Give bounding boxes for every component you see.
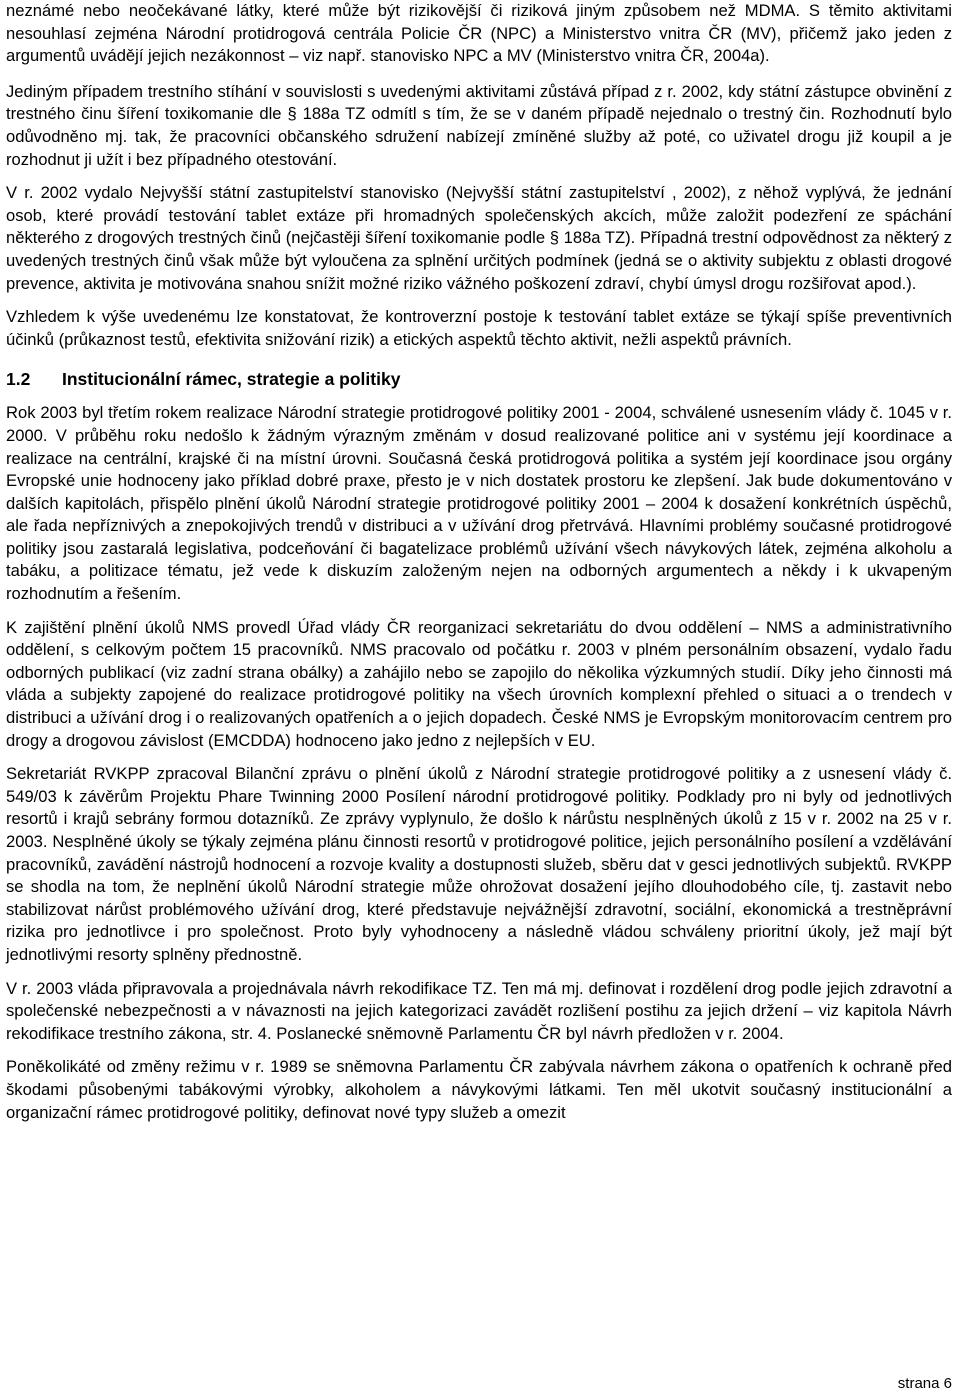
paragraph: Sekretariát RVKPP zpracoval Bilanční zprávu o plnění úkolů z Národní strategie protidrogové politiky a z usnesení vlády č. 549/03 k závěrům Projektu Phare Twinning 2000 Posílení národní protidrogové politiky. Podklady pro ni byly od jednotlivých resortů i krajů sebrány formou dotazníků. Ze zprávy vyplynulo, že došlo k nárůstu nesplněných úkolů z 15 v r. 2002 na 25 v r. 2003. Nesplněné úkoly se týkaly zejména plánu činnosti resortů v protidrogové politice, jejich personálního posílení a vzdělávání pracovníků, zavádění nástrojů hodnocení a rozvoje kvality a dostupnosti služeb, sběru dat v gesci jednotlivých subjektů. RVKPP se shodla na tom, že neplnění úkolů Národní strategie může ohrožovat dosažení jejího dlouhodobého cíle, tj. zastavit nebo stabilizovat nárůst problémového užívání drog, které představuje nejvážnější zdravotní, sociální, ekonomická a trestněprávní rizika pro jednotlivce i pro společnost. Proto byly vyhodnoceny a následně vládou schváleny prioritní úkoly, jež mají být jednotlivými resorty splněny přednostně. [6,764,952,964]
document-page [6,0,952,1124]
paragraph: Rok 2003 byl třetím rokem realizace Národní strategie protidrogové politiky 2001 - 2004, schválené usnesením vlády č. 1045 v r. 2000. V průběhu roku nedošlo k žádným výrazným změnám v dosud realizované politice ani v systému její koordinace a realizace na centrální, krajské či na místní úrovni. Současná česká protidrogová politika a systém její koordinace jsou orgány Evropské unie hodnoceny jako příklad dobré praxe, přesto je v nich dostatek prostoru ke zlepšení. Jak bude dokumentováno v dalších kapitolách, přispělo plnění úkolů Národní strategie protidrogové politiky 2001 – 2004 k dosažení konkrétních úspěchů, ale řada nepříznivých a znepokojivých trendů v distribuci a v užívání drog přetrvává. Hlavními problémy současné protidrogové politiky jsou zastaralá legislativa, podceňování či bagatelizace problémů užívání všech návykových látek, zejména alkoholu a tabáku, a politizace tématu, jež vede k diskuzím založeným nejen na odborných argumentech a někdy i k ukvapeným rozhodnutím a řešením. [6,403,952,604]
paragraph: Vzhledem k výše uvedenému lze konstatovat, že kontroverzní postoje k testování tablet extáze se týkají spíše preventivních účinků (průkaznost testů, efektivita snižování rizik) a etických aspektů těchto aktivit, nežli aspektů právních. [6,307,952,349]
paragraph: V r. 2002 vydalo Nejvyšší státní zastupitelství stanovisko (Nejvyšší státní zastupitelství , 2002), z něhož vyplývá, že jednání osob, které provádí testování tablet extáze při hromadných společenských akcích, může založit podezření ze spáchání některého z drogových trestných činů (nejčastěji šíření toxikomanie podle § 188a TZ). Případná trestní odpovědnost za některý z uvedených trestných činů však může být vyloučena za splnění určitých podmínek (jedná se o aktivity subjektu z oblasti drogové prevence, aktivita je motivována snahou snížit možné riziko vážného poškození zdraví, chybí úmysl drogu rozšiřovat apod.). [6,183,952,293]
section-heading [6,367,952,391]
page-number: strana 6 [897,1375,952,1392]
section-number: 1.2 [6,369,31,390]
paragraph: Poněkolikáté od změny režimu v r. 1989 se sněmovna Parlamentu ČR zabývala návrhem zákona o opatřeních k ochraně před škodami působenými tabákovými výrobky, alkoholem a návykovými látkami. Ten měl ukotvit současný institucionální a organizační rámec protidrogové politiky, definovat nové typy služeb a omezit [6,1057,952,1122]
paragraph: V r. 2003 vláda připravovala a projednávala návrh rekodifikace TZ. Ten má mj. definovat i rozdělení drog podle jejich zdravotní a společenské nebezpečnosti a v návaznosti na jejich kategorizaci zavádět rozlišení postihu za jejich držení – viz kapitola Návrh rekodifikace trestního zákona, str. 4. Poslanecké sněmovně Parlamentu ČR byl návrh předložen v r. 2004. [6,978,952,1043]
section-title: Institucionální rámec, strategie a politiky [62,369,401,390]
paragraph: neznámé nebo neočekávané látky, které může být rizikovější či riziková jiným způsobem než MDMA. S těmito aktivitami nesouhlasí zejména Národní protidrogová centrála Policie ČR (NPC) a Ministerstvo vnitra ČR (MV), přičemž jako jeden z argumentů uvádějí jejich nezákonnost – viz např. stanovisko NPC a MV (Ministerstvo vnitra ČR, 2004a). [6,1,952,66]
paragraph: Jediným případem trestního stíhání v souvislosti s uvedenými aktivitami zůstává případ z r. 2002, kdy státní zástupce obvinění z trestného činu šíření toxikomanie dle § 188a TZ odmítl s tím, že se v daném případě nejednalo o trestný čin. Rozhodnutí bylo odůvodněno mj. tak, že pracovníci občanského sdružení nabízejí zmíněné služby až poté, co uživatel drogu již koupil a je rozhodnut ji užít i bez případného otestování. [6,81,952,169]
paragraph: K zajištění plnění úkolů NMS provedl Úřad vlády ČR reorganizaci sekretariátu do dvou oddělení – NMS a administrativního oddělení, s celkovým počtem 15 pracovníků. NMS pracovalo od počátku r. 2003 v plném personálním obsazení, vydalo řadu odborných publikací (viz zadní strana obálky) a zahájilo nebo se zapojilo do několika výzkumných studií. Díky jeho činnosti má vláda a subjekty zapojené do realizace protidrogové politiky na všech úrovních komplexní přehled o situaci a o trendech v distribuci a užívání drog i o realizovaných opatřeních a o jejich dopadech. České NMS je Evropským monitorovacím centrem pro drogy a drogovou závislost (EMCDDA) hodnoceno jako jedno z nejlepších v EU. [6,617,952,750]
